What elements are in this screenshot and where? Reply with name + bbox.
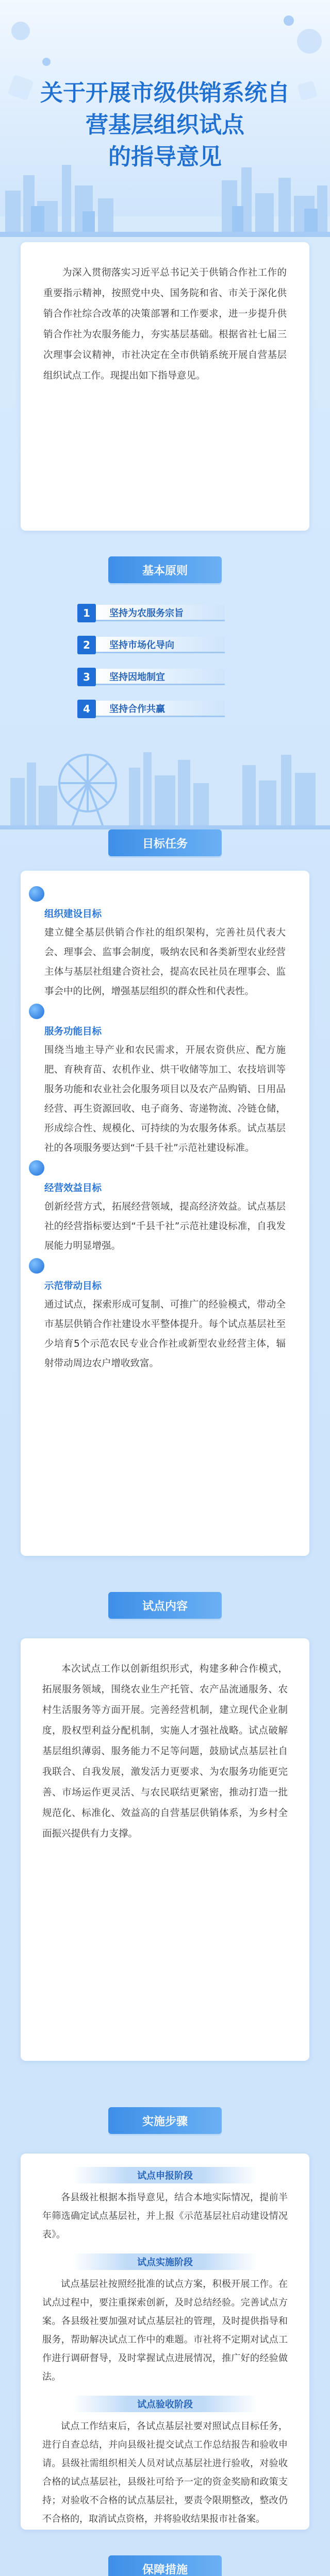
bullet-dot-icon — [29, 886, 44, 902]
task-title: 组织建设目标 — [44, 909, 102, 920]
bullet-dot-icon — [29, 1004, 44, 1019]
principle-number: 4 — [77, 700, 96, 718]
task-block — [44, 907, 286, 1002]
task-title: 经营效益目标 — [44, 1183, 102, 1194]
content-card — [21, 1638, 309, 2061]
city-skyline-ferris-wheel-illustration — [0, 737, 330, 829]
title-line-2: 营基层组织试点 — [86, 112, 244, 138]
task-body: 通过试点，探索形成可复制、可推广的经验模式，带动全市基层供销合作社建设水平整体提升。每个试点基层社至少培育5个示范农民专业合作社或新型农业经营主体，辐射带动周边农户增收致富。 — [44, 1299, 286, 1369]
principle-item — [77, 603, 253, 623]
principles-list — [77, 603, 253, 731]
stage-text: 各县级社根据本指导意见，结合本地实际情况，提前半年筛选确定试点基层社，并上报《示范基层社启动建设情况表》。 — [42, 2192, 288, 2240]
principle-label: 坚持市场化导向 — [91, 637, 225, 653]
task-block — [44, 1024, 286, 1158]
title-line-3: 的指导意见 — [108, 144, 222, 170]
bullet-dot-icon — [29, 1258, 44, 1274]
task-body: 创新经营方式，拓展经营领域，提高经济效益。试点基层社的经营指标要达到“千县千社”示范社建设标准，自我发展能力明显增强。 — [44, 1201, 286, 1251]
principle-number: 1 — [77, 604, 96, 622]
stage-text: 试点工作结束后，各试点基层社要对照试点目标任务，进行自查总结，并向县级社提交试点工作总结报告和验收申请。县级社需组织相关人员对试点基层社进行验收，对验收合格的试点基层社，县级社可给予一定的资金奖励和政策支持；对验收不合格的试点基层社，要责令限期整改，整改仍不合格的，取消试点资格，并将验收结果报市社备案。 — [42, 2421, 288, 2524]
intro-card — [21, 242, 309, 531]
title-line-1: 关于开展市级供销系统自 — [40, 80, 290, 106]
stage-text: 试点基层社按照经批准的试点方案，积极开展工作。在试点过程中，要注重探索创新，及时总结经验。完善试点方案。各县级社要加强对试点基层社的管理，及时提供指导和服务，帮助解决试点工作中的难题。市社将不定期对试点工作进行调研督导，及时掌握试点进展情况，推广好的经验做法。 — [42, 2279, 288, 2382]
principle-item — [77, 667, 253, 687]
stage-label: 试点实施阶段 — [72, 2253, 258, 2270]
intro-text: 为深入贯彻落实习近平总书记关于供销合作社工作的重要指示精神，按照党中央、国务院和省、市关于深化供销合作社综合改革的决策部署和工作要求，进一步提升供销合作社为农服务能力，夯实基层基础。根据省社七届三次理事会议精神，市社决定在全市供销系统开展自营基层组织试点工作。现提出如下指导意见。 — [43, 267, 287, 381]
task-body: 围绕当地主导产业和农民需求，开展农资供应、配方施肥、育秧育苗、农机作业、烘干收储等加工、农技培训等服务功能和农业社会化服务项目以及农产品购销、日用品经营、再生资源回收、电子商务、寄递物流、冷链仓储，形成综合性、规模化、可持续的为农服务体系。试点基层社的各项服务要达到“千县千社”示范社建设标准。 — [44, 1045, 286, 1154]
section-heading-guarantees: 保障措施 — [108, 2555, 222, 2576]
principle-label: 坚持为农服务宗旨 — [91, 605, 225, 621]
principle-label: 坚持因地制宜 — [91, 669, 225, 685]
content-text: 本次试点工作以创新组织形式，构建多种合作模式，拓展服务领域，围绕农业生产托管、农产品流通服务、农村生活服务等方面开展。完善经营机制，建立现代企业制度，股权型利益分配机制，实施人才强社战略。试点破解基层组织薄弱、服务能力不足等问题，鼓励试点基层社自我联合、自我发展，激发活力更要求、为农服务功能更完善、市场运作更灵活、与农民联结更紧密，推动打造一批规范化、标准化、效益高的自营基层供销体系，为乡村全面振兴提供有力支撑。 — [42, 1664, 288, 1839]
task-title: 示范带动目标 — [44, 1281, 102, 1292]
bullet-dot-icon — [29, 1160, 44, 1176]
tasks-card — [21, 871, 309, 1556]
section-heading-content: 试点内容 — [108, 1592, 222, 1619]
city-skyline-illustration — [0, 155, 330, 237]
steps-card — [21, 2154, 309, 2530]
section-heading-steps: 实施步骤 — [108, 2107, 222, 2134]
section-heading-principles: 基本原则 — [108, 556, 222, 583]
principle-item — [77, 699, 253, 719]
principle-number: 3 — [77, 668, 96, 686]
task-body: 建立健全基层供销合作社的组织架构，完善社员代表大会、理事会、监事会制度，吸纳农民和各类新型农业经营主体与基层社组建合资社会，提高农民社员在理事会、监事会中的比例，增强基层组织的群众性和代表性。 — [44, 927, 286, 997]
stage-label: 试点申报阶段 — [72, 2167, 258, 2183]
task-block — [44, 1279, 286, 1374]
principle-item — [77, 635, 253, 655]
hero-banner — [0, 0, 330, 216]
section-heading-tasks: 目标任务 — [108, 829, 222, 856]
stage-label: 试点验收阶段 — [72, 2396, 258, 2412]
task-block — [44, 1181, 286, 1256]
principle-number: 2 — [77, 636, 96, 654]
task-title: 服务功能目标 — [44, 1026, 102, 1037]
principle-label: 坚持合作共赢 — [91, 701, 225, 717]
